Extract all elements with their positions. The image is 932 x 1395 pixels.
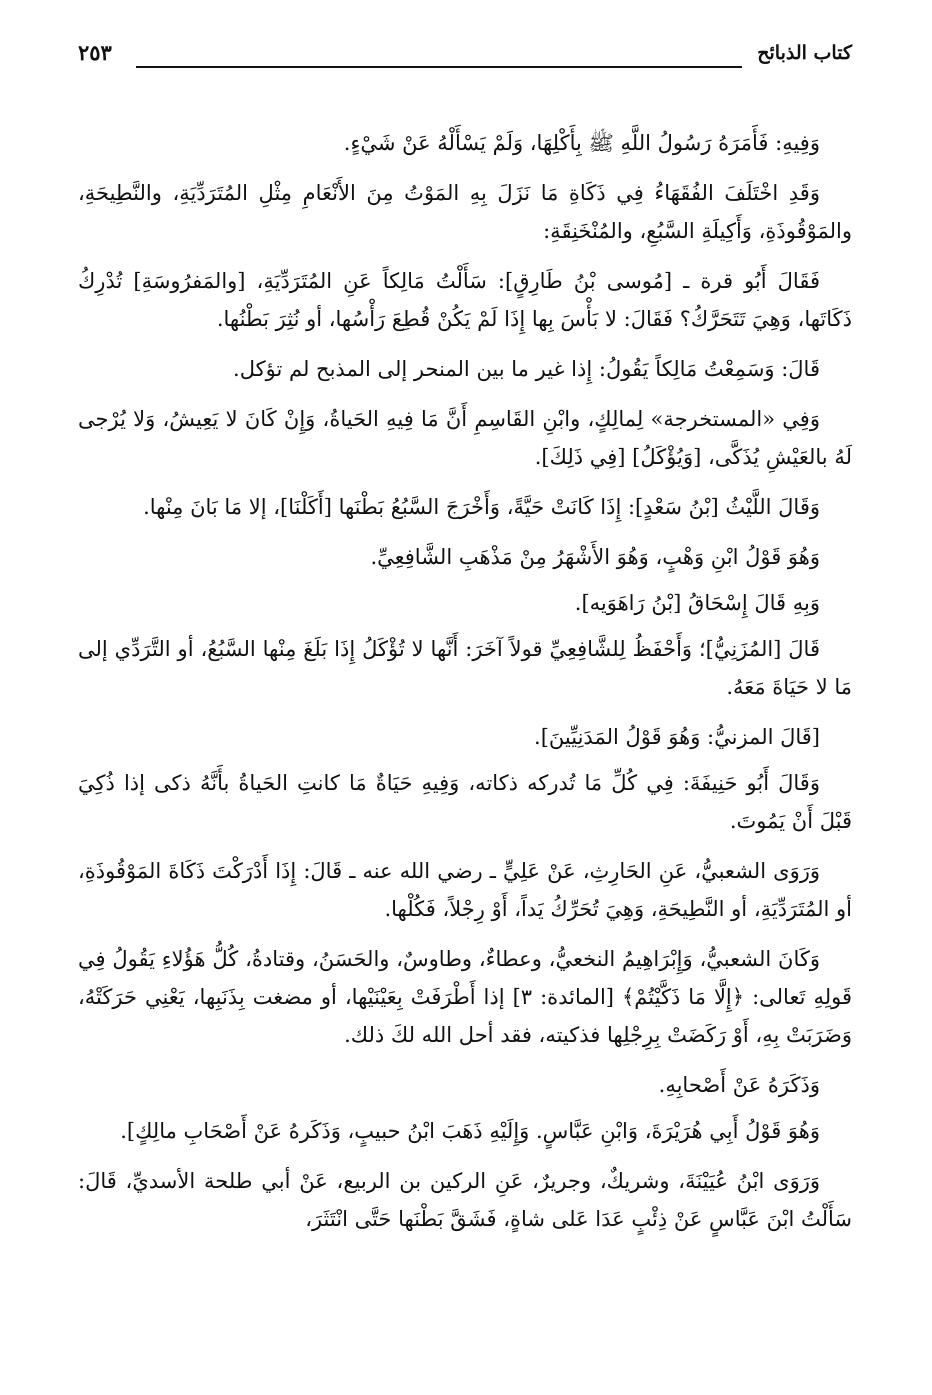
paragraph: وَبِهِ قَالَ إِسْحَاقُ [بْنُ رَاهَوَيه]. <box>574 591 820 615</box>
book-page <box>78 38 852 1378</box>
paragraph: وَقَالَ أَبُو حَنِيفَةَ: فِي كُلِّ مَا تُدركه ذكاته، وَفِيهِ حَيَاةٌ مَا كانتِ الحَياةُ بأَنَّهُ ذكى إذا ذُكِيَ قَبْلَ أَنْ يَمُوتَ. <box>78 771 852 833</box>
running-title: كتاب الذبائح <box>757 42 852 64</box>
paragraph: وَرَوَى الشعبيُّ، عَنِ الحَارِثِ، عَنْ عَلِيٍّ ـ رضي الله عنه ـ قَالَ: إِذَا أَدْرَكْتَ ذَكَاةَ المَوْقُوذَةِ، أو المُتَرَدِّيَةِ، أو النَّطِيحَةِ، وَهِيَ تُحَرِّكُ يَداً، أَوْ رِجْلاً، فَكُلْها. <box>78 859 852 921</box>
paragraph: وَفِيهِ: فَأَمَرَهُ رَسُولُ اللَّهِ ﷺ بِأَكْلِهَا، وَلَمْ يَسْأَلْهُ عَنْ شَيْءٍ. <box>343 131 820 155</box>
paragraph: فَقَالَ أَبُو قرة ـ [مُوسى بْنُ طَارِقٍ]: سَأَلْتُ مَالِكاً عَنِ المُتَرَدِّيَةِ، [والمَفرُوسَةِ] تُدْرِكُ ذَكَاتَها، وَهِيَ تَتَحَرَّكُ؟ فَقَالَ: لا بَأْسَ بِها إِذَا لَمْ يَكُنْ قُطِعَ رَأْسُها، أو نُثِرَ بَطْنُها. <box>78 269 852 331</box>
paragraph: قَالَ: وَسَمِعْتُ مَالِكاً يَقُولُ: إِذا غير ما بين المنحر إلى المذبح لم تؤكل. <box>233 357 820 381</box>
page-header <box>78 38 852 72</box>
page-body <box>78 124 852 1238</box>
page-number: ٢٥٣ <box>78 40 112 65</box>
paragraph: قَالَ [المُزَنِيُّ]؛ وَأَحْفَظُ لِلشَّافِعِيِّ قولاً آخَرَ: أَنَّها لا تُؤْكَلُ إِذَا بَلَغَ مِنْها السَّبُعُ، أو التَّرَدِّي إلى مَا لا حَيَاةَ مَعَهُ. <box>78 637 852 699</box>
paragraph: وَفِي «المستخرجة» لِمالِكٍ، وابْنِ القَاسِمِ أَنَّ مَا فِيهِ الحَياةُ، وَإِنْ كَانَ لا يَعِيشُ، وَلا يُرْجى لَهُ بالعَيْشِ يُذَكَّى، [وَيُؤْكَلُ] [فِي ذَلِكَ]. <box>78 407 852 469</box>
paragraph: وَكَانَ الشعبيُّ، وَإِبْرَاهِيمُ النخعيُّ، وعطاءٌ، وطاوسٌ، والحَسَنُ، وقتادةُ، كُلُّ هَؤُلاءِ يَقُولُ فِي قَولِهِ تَعالى: ﴿إِلَّا مَا ذَكَّيْتُمْ﴾ [المائدة: ٣] إذا أَطْرَفَتْ بِعَيْنَيْها، أو مضغت بِذَنَبِها، يَعْنِي حَرَكَتْهُ، وَضَرَبَتْ بِهِ، أَوْ رَكَضَتْ بِرِجْلِها فذكيته، فقد أحل الله لكَ ذلك. <box>78 947 852 1047</box>
paragraph: وَذَكَرَهُ عَنْ أَصْحابِهِ. <box>658 1073 820 1097</box>
paragraph: وَهُوَ قَوْلُ ابْنِ وَهْبٍ، وَهُوَ الأَشْهَرُ مِنْ مَذْهَبِ الشَّافِعِيِّ. <box>370 545 820 569</box>
paragraph: وَرَوَى ابْنُ عُيَيْنَةَ، وشريكٌ، وجريرٌ، عَنِ الركين بن الربيع، عَنْ أبي طلحة الأسديِّ، قَالَ: سَأَلْتُ ابْنَ عَبَّاسٍ عَنْ ذِئْبٍ عَدَا عَلى شاةٍ، فَشَقَّ بَطْنَها حَتَّى انْتَثَرَ، <box>78 1169 852 1231</box>
paragraph: وَقَالَ اللَّيْثُ [بْنُ سَعْدٍ]: إِذَا كَانَتْ حَيَّةً، وَأَخْرَجَ السَّبُعُ بَطْنَها [أَكَلْنَا]، إلا مَا بَانَ مِنْها. <box>143 495 820 519</box>
paragraph: وَهُوَ قَوْلُ أَبِي هُرَيْرَةَ، وَابْنِ عَبَّاسٍ. وَإِلَيْهِ ذَهَبَ ابْنُ حبيبٍ، وَذَكَرهُ عَنْ أَصْحَابِ مالِكٍ]. <box>120 1119 820 1143</box>
header-rule <box>136 66 742 68</box>
paragraph: [قَالَ المزنيُّ: وَهُوَ قَوْلُ المَدَنِيِّينَ]. <box>534 725 820 749</box>
paragraph: وَقَدِ اخْتَلَفَ الفُقَهَاءُ فِي ذَكَاةِ مَا نَزَلَ بِهِ المَوْتُ مِنَ الأَنْعَامِ مِثْلِ المُتَرَدِّيَةِ، والنَّطِيحَةِ، والمَوْقُوذَةِ، وَأَكِيلَةِ السَّبُعِ، والمُنْخَنِقَةِ: <box>78 181 852 243</box>
